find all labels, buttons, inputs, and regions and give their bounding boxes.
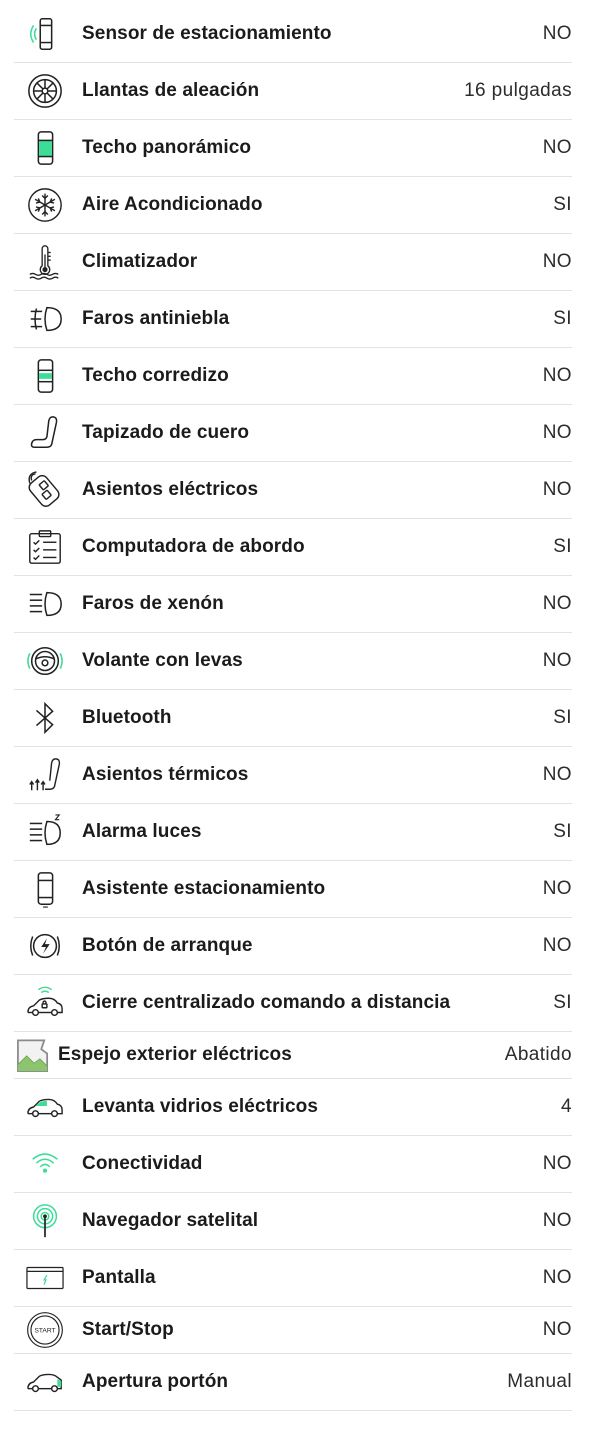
feature-row bbox=[14, 918, 572, 975]
feature-label: Pantalla bbox=[82, 1267, 156, 1288]
feature-label: Volante con levas bbox=[82, 650, 243, 671]
panoramic-roof-icon bbox=[22, 128, 68, 168]
feature-row bbox=[14, 63, 572, 120]
feature-label: Navegador satelital bbox=[82, 1210, 259, 1231]
xenon-light-icon bbox=[22, 584, 68, 624]
feature-value: NO bbox=[542, 422, 572, 443]
feature-label: Aire Acondicionado bbox=[82, 194, 263, 215]
power-window-car-icon bbox=[22, 1087, 68, 1127]
feature-value: SI bbox=[553, 536, 572, 557]
feature-row bbox=[14, 576, 572, 633]
feature-value: NO bbox=[542, 23, 572, 44]
feature-label: Techo panorámico bbox=[82, 137, 252, 158]
feature-label: Botón de arranque bbox=[82, 935, 253, 956]
feature-row bbox=[14, 291, 572, 348]
feature-label: Asistente estacionamiento bbox=[82, 878, 326, 899]
remote-lock-car-icon bbox=[22, 983, 68, 1023]
feature-row bbox=[14, 120, 572, 177]
thermometer-icon bbox=[22, 242, 68, 282]
feature-value: NO bbox=[542, 935, 572, 956]
feature-label: Computadora de abordo bbox=[82, 536, 305, 557]
feature-row bbox=[14, 747, 572, 804]
feature-row bbox=[14, 861, 572, 918]
tailgate-car-icon bbox=[22, 1362, 68, 1402]
feature-row bbox=[14, 234, 572, 291]
feature-row bbox=[14, 1032, 572, 1079]
feature-label: Alarma luces bbox=[82, 821, 202, 842]
feature-value: SI bbox=[553, 308, 572, 329]
feature-row bbox=[14, 690, 572, 747]
feature-row bbox=[14, 1354, 572, 1411]
feature-value: NO bbox=[542, 137, 572, 158]
snowflake-icon bbox=[22, 185, 68, 225]
feature-label: Levanta vidrios eléctricos bbox=[82, 1096, 318, 1117]
feature-value: NO bbox=[542, 878, 572, 899]
feature-value: NO bbox=[542, 593, 572, 614]
feature-row bbox=[14, 348, 572, 405]
feature-value: Abatido bbox=[504, 1044, 572, 1065]
feature-value: SI bbox=[553, 194, 572, 215]
feature-value: NO bbox=[542, 1267, 572, 1288]
feature-label: Llantas de aleación bbox=[82, 80, 260, 101]
feature-row bbox=[14, 1307, 572, 1354]
leather-seat-icon bbox=[22, 413, 68, 453]
alloy-wheel-icon bbox=[22, 71, 68, 111]
feature-row bbox=[14, 1193, 572, 1250]
feature-value: NO bbox=[542, 365, 572, 386]
feature-row bbox=[14, 6, 572, 63]
feature-label: Cierre centralizado comando a distancia bbox=[82, 992, 451, 1013]
feature-row bbox=[14, 1079, 572, 1136]
parking-sensor-icon bbox=[22, 14, 68, 54]
feature-label: Tapizado de cuero bbox=[82, 422, 250, 443]
feature-value: SI bbox=[553, 821, 572, 842]
feature-row bbox=[14, 1136, 572, 1193]
feature-row bbox=[14, 633, 572, 690]
feature-value: NO bbox=[542, 650, 572, 671]
checklist-icon bbox=[22, 527, 68, 567]
gps-antenna-icon bbox=[22, 1201, 68, 1241]
feature-label: Espejo exterior eléctricos bbox=[58, 1044, 292, 1065]
power-seat-control-icon bbox=[22, 470, 68, 510]
feature-label: Bluetooth bbox=[82, 707, 172, 728]
steering-wheel-icon bbox=[22, 641, 68, 681]
feature-row bbox=[14, 804, 572, 861]
feature-row bbox=[14, 177, 572, 234]
light-alarm-icon bbox=[22, 812, 68, 852]
parking-assist-icon bbox=[22, 869, 68, 909]
feature-label: Climatizador bbox=[82, 251, 198, 272]
feature-label: Asientos térmicos bbox=[82, 764, 249, 785]
feature-label: Conectividad bbox=[82, 1153, 203, 1174]
feature-label: Techo corredizo bbox=[82, 365, 229, 386]
feature-label: Sensor de estacionamiento bbox=[82, 23, 332, 44]
feature-label: Faros antiniebla bbox=[82, 308, 230, 329]
feature-value: NO bbox=[542, 479, 572, 500]
start-button-icon bbox=[22, 926, 68, 966]
fog-light-icon bbox=[22, 299, 68, 339]
feature-value: SI bbox=[553, 992, 572, 1013]
start-stop-icon-text: START bbox=[34, 1327, 56, 1335]
feature-value: Manual bbox=[507, 1371, 572, 1392]
feature-value: 16 pulgadas bbox=[464, 80, 572, 101]
start-stop-icon bbox=[22, 1310, 68, 1350]
feature-label: Asientos eléctricos bbox=[82, 479, 259, 500]
feature-value: SI bbox=[553, 707, 572, 728]
screen-icon bbox=[22, 1258, 68, 1298]
feature-value: NO bbox=[542, 764, 572, 785]
feature-row bbox=[14, 975, 572, 1032]
feature-value: NO bbox=[542, 1153, 572, 1174]
feature-row bbox=[14, 462, 572, 519]
feature-value: NO bbox=[542, 251, 572, 272]
heated-seat-icon bbox=[22, 755, 68, 795]
feature-row bbox=[14, 519, 572, 576]
feature-label: Faros de xenón bbox=[82, 593, 224, 614]
feature-value: 4 bbox=[561, 1096, 572, 1117]
broken-image-icon bbox=[20, 1035, 48, 1075]
feature-value: NO bbox=[542, 1210, 572, 1231]
feature-row bbox=[14, 405, 572, 462]
bluetooth-icon bbox=[22, 698, 68, 738]
feature-label: Start/Stop bbox=[82, 1319, 174, 1340]
wifi-signal-icon bbox=[22, 1144, 68, 1184]
feature-label: Apertura portón bbox=[82, 1371, 229, 1392]
feature-value: NO bbox=[542, 1319, 572, 1340]
feature-row bbox=[14, 1250, 572, 1307]
sunroof-icon bbox=[22, 356, 68, 396]
